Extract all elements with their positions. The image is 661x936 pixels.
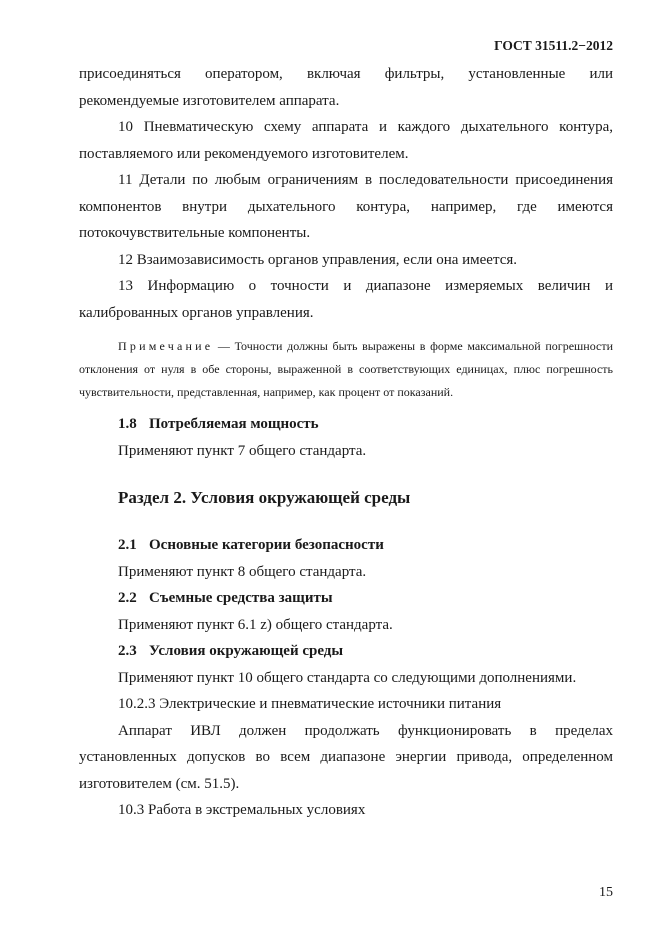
paragraph-item-12: 12 Взаимозависимость органов управления, если она имеется. <box>118 251 518 268</box>
paragraph-item-11: 11 Детали по любым ограничениям в последовательности присоединения компонентов внутри дыхательного контура, например, где имеются потокочувствительные компоненты. <box>79 172 613 241</box>
section-heading: Раздел 2. Условия окружающей среды <box>118 488 411 507</box>
subsection-text-1-8: Применяют пункт 7 общего стандарта. <box>118 442 367 459</box>
subsection-heading-1-8 <box>79 411 613 438</box>
subsection-text-2-1: Применяют пункт 8 общего стандарта. <box>118 563 367 580</box>
page-number: 15 <box>599 885 613 900</box>
subsubsection-text-10-2-3: Аппарат ИВЛ должен продолжать функционировать в пределах установленных допусков во всем диапазоне энергии привода, определенном изготовителем (см. 51.5). <box>79 722 613 792</box>
subsection-number: 2.2 <box>118 590 137 606</box>
document-header: ГОСТ 31511.2−2012 <box>494 38 613 53</box>
paragraph-item-13: 13 Информацию о точности и диапазоне измеряемых величин и калиброванных органов управления. <box>79 278 613 321</box>
note-lead: Примечание <box>118 339 214 353</box>
subsection-title: Потребляемая мощность <box>149 416 319 432</box>
subsection-title: Съемные средства защиты <box>149 590 333 606</box>
subsection-text-2-3: Применяют пункт 10 общего стандарта со следующими дополнениями. <box>118 669 577 686</box>
subsection-heading-2-3 <box>79 638 613 665</box>
note-text: — Точности должны быть выражены в форме максимальной погрешности отклонения от нуля в обе стороны, выраженной в соответствующих единицах, плюс погрешность чувствительности, представленная, например, как процент от показаний. <box>79 339 613 399</box>
paragraph-item-10: 10 Пневматическую схему аппарата и каждого дыхательного контура, поставляемого или рекомендуемого изготовителем. <box>79 119 613 162</box>
subsection-title: Условия окружающей среды <box>149 643 344 659</box>
note <box>79 335 613 404</box>
subsection-text-2-2: Применяют пункт 6.1 z) общего стандарта. <box>118 616 393 633</box>
subsection-number: 1.8 <box>118 416 137 432</box>
paragraph-continued: присоединяться оператором, включая фильтры, установленные или рекомендуемые изготовителем аппарата. <box>79 66 613 109</box>
subsection-heading-2-2 <box>79 585 613 612</box>
subsubsection-heading-10-3: 10.3 Работа в экстремальных условиях <box>118 802 366 818</box>
document-body <box>79 61 613 824</box>
subsection-title: Основные категории безопасности <box>149 537 384 553</box>
subsection-number: 2.1 <box>118 537 137 553</box>
subsubsection-heading-10-2-3: 10.2.3 Электрические и пневматические источники питания <box>118 696 502 712</box>
subsection-heading-2-1 <box>79 532 613 559</box>
subsection-number: 2.3 <box>118 643 137 659</box>
